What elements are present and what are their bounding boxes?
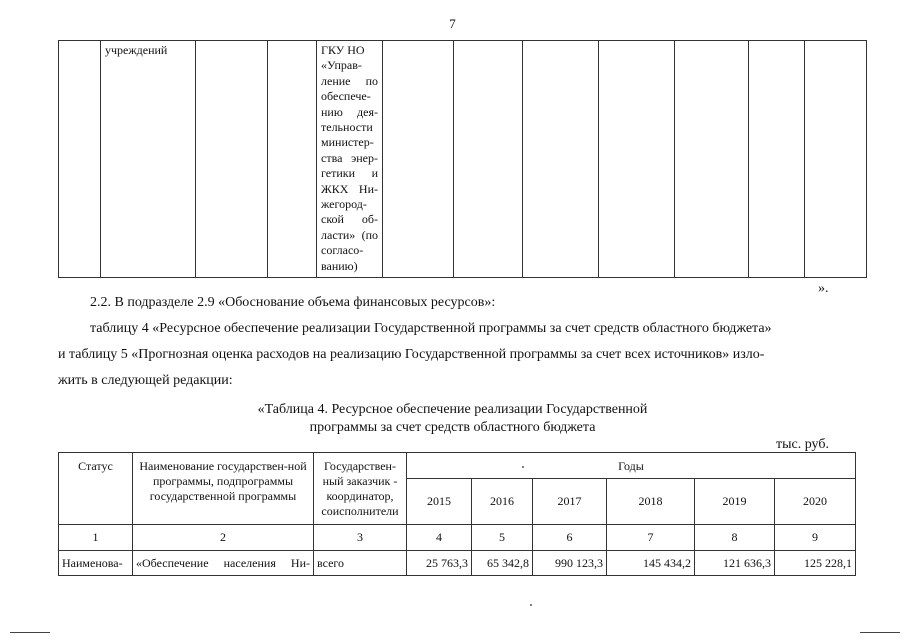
value-cell: 145 434,2 (607, 551, 695, 576)
customer-line: ства энер- (321, 150, 378, 165)
row-name (133, 551, 314, 576)
scan-speck (522, 466, 524, 468)
resource-table (58, 452, 856, 576)
table-cell (805, 41, 867, 278)
table-caption-line1: «Таблица 4. Ресурсное обеспечение реализации Государственной (257, 402, 648, 417)
header-status: Статус (59, 453, 133, 525)
column-number: 2 (133, 525, 314, 551)
customer-line: ской об- (321, 212, 378, 227)
column-number: 5 (472, 525, 533, 551)
customer-line: ванию) (321, 258, 358, 273)
units-label: тыс. руб. (776, 437, 829, 452)
header-years: Годы (407, 453, 856, 479)
customer-line: нию дея- (321, 104, 378, 119)
row-name-part: населения (223, 555, 276, 570)
year-header: 2020 (775, 479, 856, 525)
value-cell: 990 123,3 (533, 551, 607, 576)
paragraph-3: и таблицу 5 «Прогнозная оценка расходов на реализацию Государственной программы за счет всех источников» изло- (58, 347, 765, 362)
column-number: 9 (775, 525, 856, 551)
year-header: 2017 (533, 479, 607, 525)
header-customer: Государствен-ный заказчик - координатор, соисполнители (314, 453, 407, 525)
paragraph-2: таблицу 4 «Ресурсное обеспечение реализации Государственной программы за счет средств областного бюджета» (90, 321, 772, 336)
year-header: 2018 (607, 479, 695, 525)
cell-text: учреждений (105, 43, 168, 57)
closing-quote: ». (818, 281, 829, 296)
column-number-row (59, 525, 856, 551)
table-caption-line2: программы за счет средств областного бюджета (309, 420, 596, 435)
customer-line: министер- (321, 135, 374, 150)
customer-line: «Управ- (321, 58, 362, 73)
header-name: Наименование государствен-ной программы, подпрограммы государственной программы (133, 453, 314, 525)
customer-line: тельности (321, 120, 373, 135)
customer-line: ление по (321, 73, 378, 88)
table-row (59, 551, 856, 576)
value-cell: 125 228,1 (775, 551, 856, 576)
table-cell (749, 41, 805, 278)
column-number: 3 (314, 525, 407, 551)
customer-line: ГКУ НО (321, 43, 365, 57)
paragraph-4: жить в следующей редакции: (58, 373, 233, 388)
customer-text (317, 41, 382, 276)
scan-artifact (860, 632, 900, 633)
value-cell: 25 763,3 (407, 551, 472, 576)
year-header: 2015 (407, 479, 472, 525)
table-cell (523, 41, 599, 278)
customer-line: ЖКХ Ни- (321, 181, 378, 196)
value-cell: 121 636,3 (695, 551, 775, 576)
page-number: 7 (449, 16, 456, 31)
table-cell (675, 41, 749, 278)
row-status: Наименова- (59, 551, 133, 576)
table-cell (454, 41, 523, 278)
row-customer: всего (314, 551, 407, 576)
year-header: 2016 (472, 479, 533, 525)
table-cell-customer (317, 41, 383, 278)
customer-line: ласти» (по (321, 227, 378, 242)
row-name-part: Ни- (290, 555, 310, 570)
column-number: 6 (533, 525, 607, 551)
table-cell (383, 41, 454, 278)
customer-line: жегород- (321, 197, 367, 212)
column-number: 1 (59, 525, 133, 551)
column-number: 7 (607, 525, 695, 551)
customer-line: обеспече- (321, 89, 371, 104)
column-number: 8 (695, 525, 775, 551)
paragraph-1: 2.2. В подразделе 2.9 «Обоснование объема финансовых ресурсов»: (90, 295, 496, 310)
customer-line: гетики и (321, 166, 378, 181)
row-name-part: «Обеспечение (136, 555, 209, 570)
table-cell (196, 41, 268, 278)
customer-line: согласо- (321, 243, 364, 258)
table-cell (599, 41, 675, 278)
year-header: 2019 (695, 479, 775, 525)
table-cell (101, 41, 196, 278)
scan-speck (530, 604, 532, 606)
table-cell (59, 41, 101, 278)
continuation-table (58, 40, 867, 278)
value-cell: 65 342,8 (472, 551, 533, 576)
table-cell (268, 41, 317, 278)
column-number: 4 (407, 525, 472, 551)
scan-artifact (10, 632, 50, 633)
